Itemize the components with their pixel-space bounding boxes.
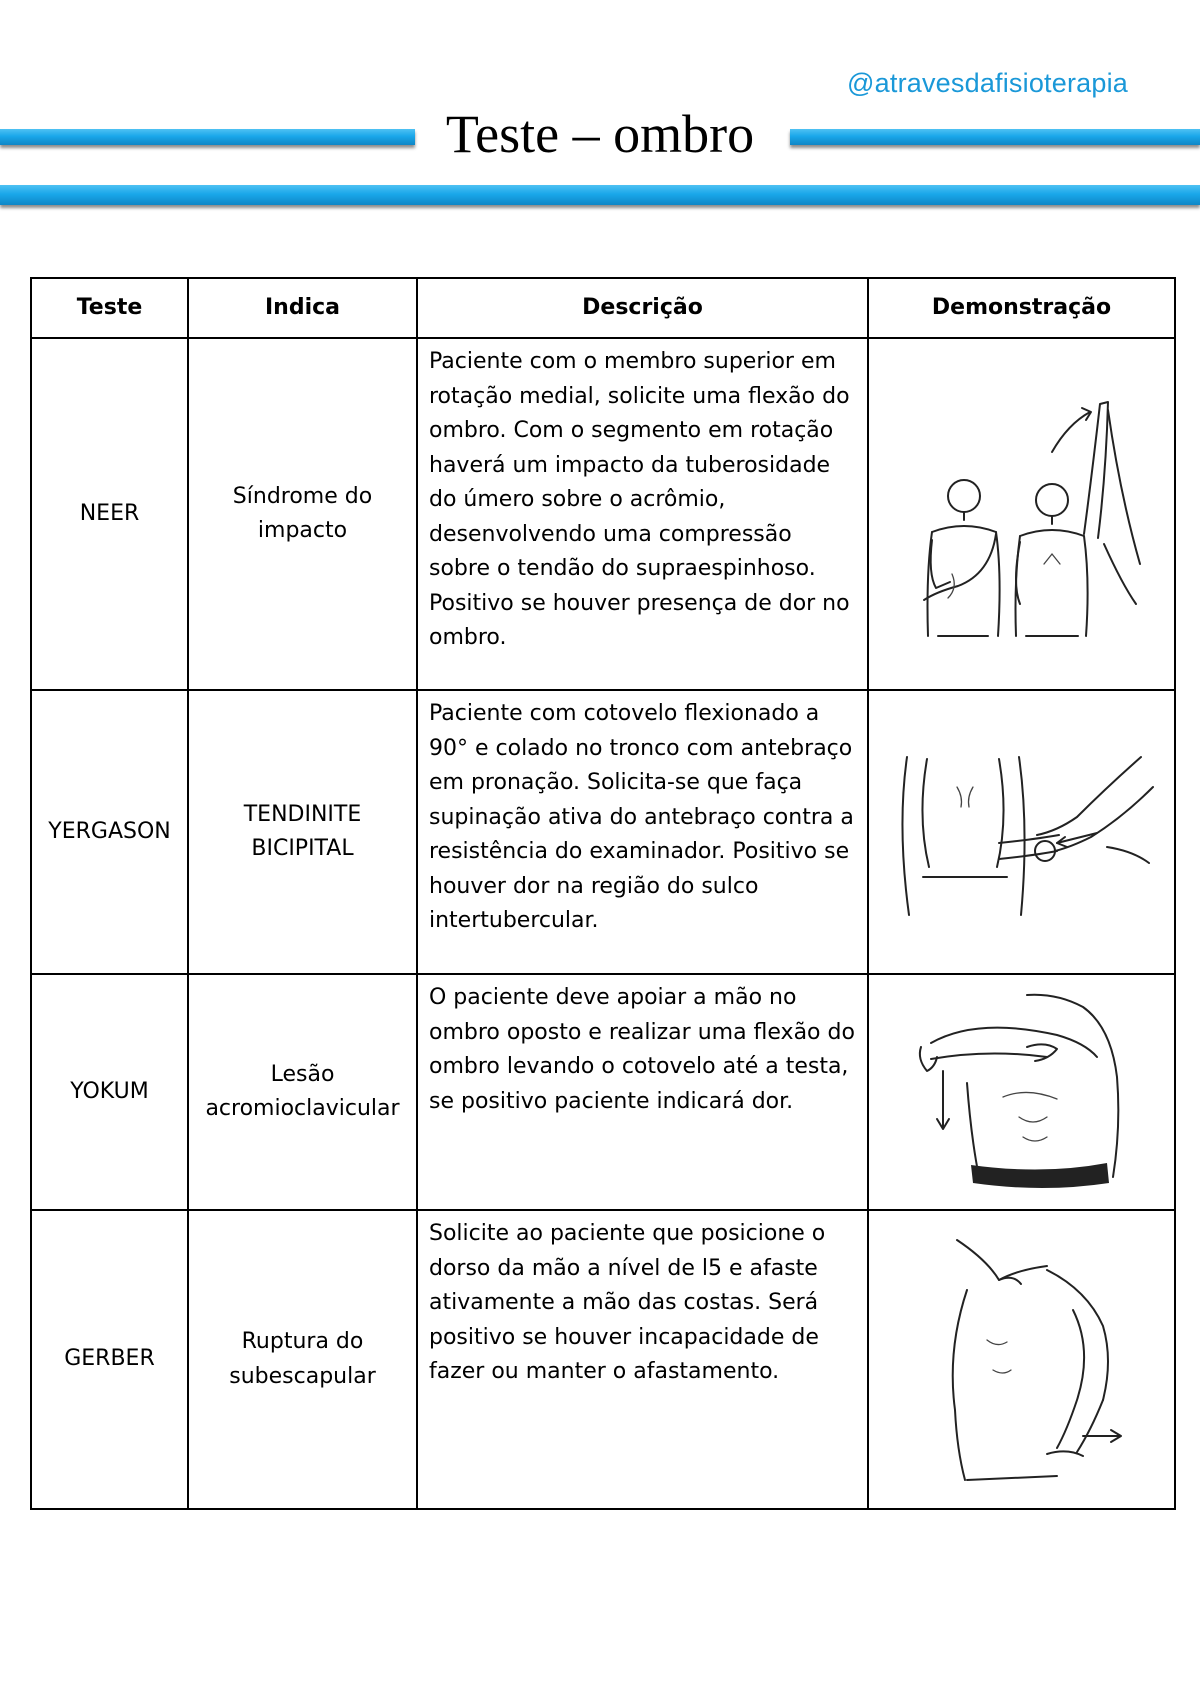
test-description: Paciente com o membro superior em rotação medial, solicite uma flexão do ombro. Com o segmento em rotação haverá um impacto da tuberosidade do úmero sobre o acrômio, desenvolvendo uma compressão sobre o tendão do supraespinhoso. Positivo se houver presença de dor no ombro. bbox=[417, 338, 868, 690]
column-header-teste: Teste bbox=[31, 278, 188, 338]
header-underline-bar bbox=[0, 185, 1200, 205]
yokum-test-illustration bbox=[907, 987, 1137, 1197]
table-row bbox=[31, 1210, 1175, 1509]
column-header-descricao: Descrição bbox=[417, 278, 868, 338]
test-indication: Ruptura do subescapular bbox=[188, 1210, 417, 1509]
test-demonstration bbox=[868, 690, 1175, 974]
test-demonstration bbox=[868, 1210, 1175, 1509]
test-description: Solicite ao paciente que posicione o dorso da mão a nível de l5 e afaste ativamente a mão das costas. Será positivo se houver incapacidade de fazer ou manter o afastamento. bbox=[417, 1210, 868, 1509]
column-header-indica: Indica bbox=[188, 278, 417, 338]
yergason-test-illustration bbox=[887, 747, 1157, 917]
test-demonstration bbox=[868, 974, 1175, 1210]
tests-table bbox=[30, 277, 1176, 1510]
page-title: Teste – ombro bbox=[445, 104, 755, 164]
test-name: YOKUM bbox=[31, 974, 188, 1210]
table-row bbox=[31, 974, 1175, 1210]
test-description: O paciente deve apoiar a mão no ombro oposto e realizar uma flexão do ombro levando o cotovelo até a testa, se positivo paciente indicará dor. bbox=[417, 974, 868, 1210]
table-row bbox=[31, 338, 1175, 690]
test-indication: Lesão acromioclavicular bbox=[188, 974, 417, 1210]
table-row bbox=[31, 690, 1175, 974]
test-indication: TENDINITE BICIPITAL bbox=[188, 690, 417, 974]
test-name: GERBER bbox=[31, 1210, 188, 1509]
test-name: YERGASON bbox=[31, 690, 188, 974]
table-header-row bbox=[31, 278, 1175, 338]
neer-test-illustration bbox=[902, 374, 1142, 654]
test-demonstration bbox=[868, 338, 1175, 690]
column-header-demonstracao: Demonstração bbox=[868, 278, 1175, 338]
instagram-handle: @atravesdafisioterapia bbox=[847, 68, 1128, 98]
test-description: Paciente com cotovelo flexionado a 90° e colado no tronco com antebraço em pronação. Solicita-se que faça supinação ativa do antebraço contra a resistência do examinador. Positivo se houver dor na região do sulco intertubercular. bbox=[417, 690, 868, 974]
test-indication: Síndrome do impacto bbox=[188, 338, 417, 690]
gerber-test-illustration bbox=[907, 1230, 1137, 1490]
test-name: NEER bbox=[31, 338, 188, 690]
